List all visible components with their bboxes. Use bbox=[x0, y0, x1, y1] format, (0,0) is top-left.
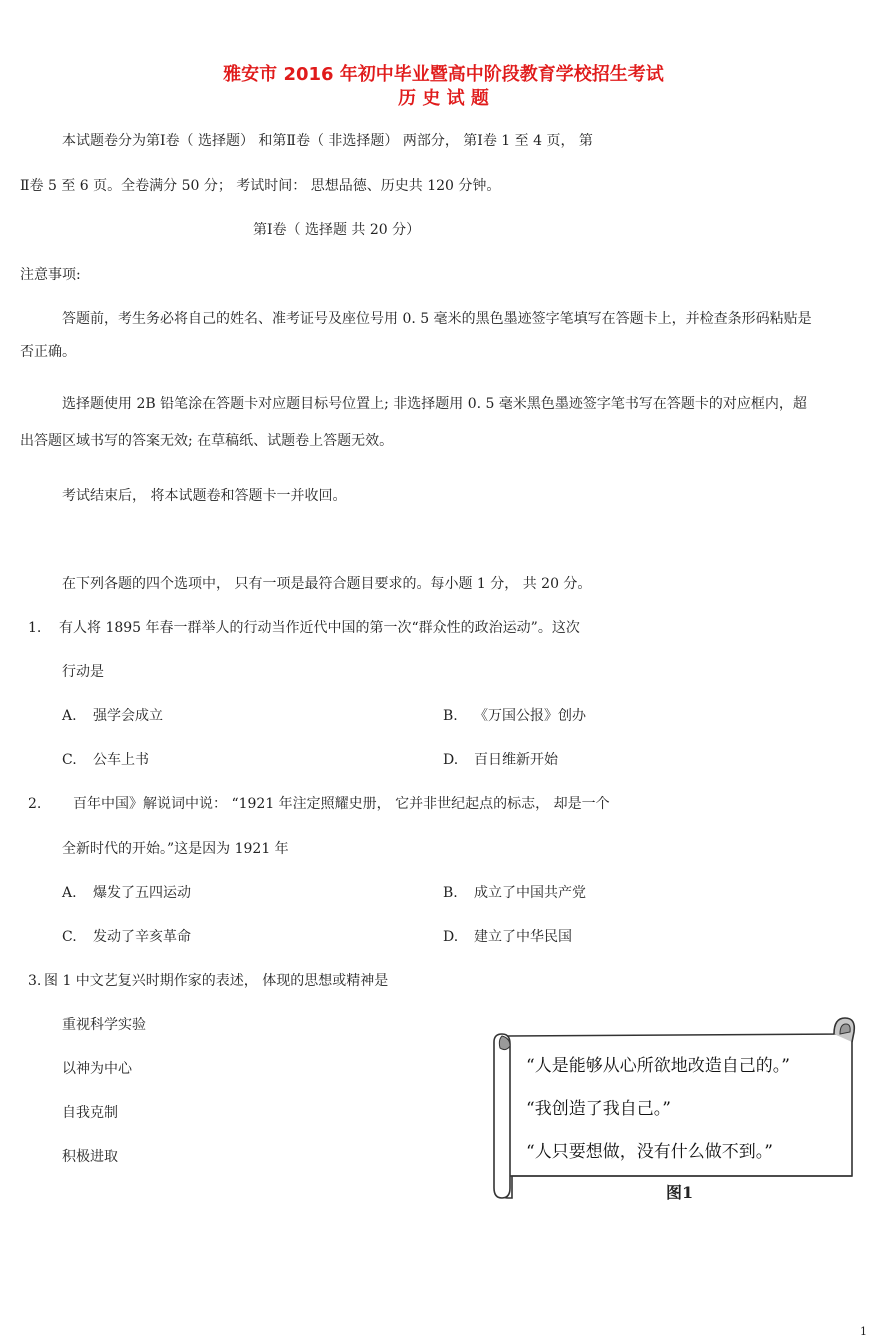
q3-option-3: 自我克制 bbox=[62, 1105, 118, 1121]
q2-option-a: 爆发了五四运动 bbox=[93, 885, 191, 901]
question-1-stem-cont: 行动是 bbox=[62, 664, 104, 680]
note-2-line-2: 出答题区域书写的答案无效; 在草稿纸、试题卷上答题无效。 bbox=[20, 433, 394, 449]
figure-caption: 图1 bbox=[666, 1183, 694, 1202]
q2-option-d: 建立了中华民国 bbox=[474, 929, 572, 945]
q1-option-a: 强学会成立 bbox=[93, 708, 163, 724]
question-3-stem: 图 1 中文艺复兴时期作家的表述， 体现的思想或精神是 bbox=[44, 973, 389, 989]
scroll-quote-3: “人只要想做，没有什么做不到。” bbox=[526, 1142, 773, 1162]
intro-line-1: 本试题卷分为第Ⅰ卷（ 选择题） 和第Ⅱ卷（ 非选择题） 两部分， 第Ⅰ卷 1 至 4 页， 第 bbox=[62, 133, 593, 149]
section-heading: 第Ⅰ卷（ 选择题 共 20 分） bbox=[253, 222, 421, 238]
q2-option-b-letter: B. bbox=[443, 885, 458, 901]
q3-option-4: 积极进取 bbox=[62, 1149, 118, 1165]
q2-option-c: 发动了辛亥革命 bbox=[93, 929, 191, 945]
question-1-number: 1. bbox=[28, 620, 42, 636]
exam-title: 雅安市 2016 年初中毕业暨高中阶段教育学校招生考试 bbox=[223, 64, 664, 85]
instructions: 在下列各题的四个选项中， 只有一项是最符合题目要求的。每小题 1 分， 共 20 分。 bbox=[62, 576, 592, 592]
note-2-line-1: 选择题使用 2B 铅笔涂在答题卡对应题目标号位置上; 非选择题用 0. 5 毫米黑色墨迹签字笔书写在答题卡的对应框内，超 bbox=[62, 396, 807, 412]
q3-option-1: 重视科学实验 bbox=[62, 1017, 146, 1033]
q1-option-d-letter: D. bbox=[443, 752, 459, 768]
exam-subject: 历 史 试 题 bbox=[398, 88, 489, 109]
question-2-number: 2. bbox=[28, 796, 42, 812]
q1-option-c-letter: C. bbox=[62, 752, 77, 768]
scroll-quote-1: “人是能够从心所欲地改造自己的。” bbox=[526, 1056, 790, 1076]
q1-option-d: 百日维新开始 bbox=[474, 752, 558, 768]
q2-option-d-letter: D. bbox=[443, 929, 459, 945]
q1-option-c: 公车上书 bbox=[93, 752, 149, 768]
intro-line-2: Ⅱ卷 5 至 6 页。全卷满分 50 分； 考试时间： 思想品德、历史共 120 分钟。 bbox=[20, 178, 501, 194]
q2-option-a-letter: A. bbox=[62, 885, 77, 901]
q1-option-b-letter: B. bbox=[443, 708, 458, 724]
note-1-line-1: 答题前，考生务必将自己的姓名、准考证号及座位号用 0. 5 毫米的黑色墨迹签字笔填写在答题卡上，并检查条形码粘贴是 bbox=[62, 311, 812, 327]
q2-option-c-letter: C. bbox=[62, 929, 77, 945]
q1-option-a-letter: A. bbox=[62, 708, 77, 724]
question-3-number: 3. bbox=[28, 973, 42, 989]
q3-option-2: 以神为中心 bbox=[62, 1061, 132, 1077]
question-1-stem: 有人将 1895 年春一群举人的行动当作近代中国的第一次“群众性的政治运动”。这次 bbox=[59, 620, 580, 636]
q2-option-b: 成立了中国共产党 bbox=[474, 885, 586, 901]
question-2-stem-cont: 全新时代的开始。”这是因为 1921 年 bbox=[62, 841, 289, 857]
scroll-quote-2: “我创造了我自己。” bbox=[526, 1099, 671, 1119]
q1-option-b: 《万国公报》创办 bbox=[474, 708, 586, 724]
note-1-line-2: 否正确。 bbox=[20, 344, 76, 360]
notes-heading: 注意事项: bbox=[20, 267, 81, 283]
note-3: 考试结束后， 将本试题卷和答题卡一并收回。 bbox=[62, 488, 347, 504]
question-2-stem: 百年中国》解说词中说： “1921 年注定照耀史册， 它并非世纪起点的标志， 却是一个 bbox=[73, 796, 610, 812]
page-number: 1 bbox=[860, 1325, 867, 1338]
